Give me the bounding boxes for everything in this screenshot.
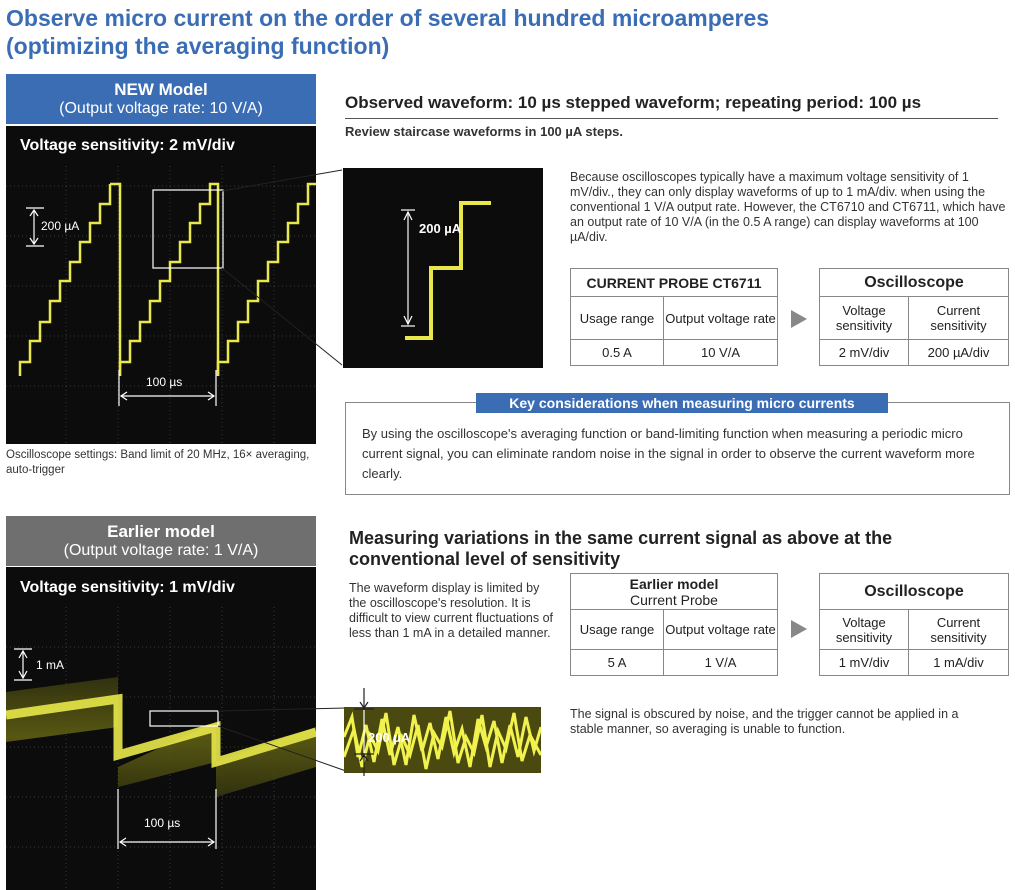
current-sensitivity-header: Current sensitivity [909,297,1009,339]
earlier-oscilloscope-table-title: Oscilloscope [820,574,1009,610]
earlier-probe-table-title [571,574,778,610]
usage-range-value: 0.5 A [571,339,664,365]
new-model-name: NEW Model [114,80,208,99]
measuring-variations-heading: Measuring variations in the same current signal as above at the conventional level of sensitivity [349,528,893,569]
title-line-1: Observe micro current on the order of several hundred microamperes [6,5,770,31]
earlier-usage-range-value: 5 A [571,650,664,676]
noise-note: The signal is obscured by noise, and the trigger cannot be applied in a stable manner, so averaging is unable to function. [570,707,959,736]
earlier-oscilloscope-spec-table [819,573,1009,676]
key-considerations-text: By using the oscilloscope's averaging function or band-limiting function when measuring a periodic micro current signal, you can eliminate random noise in the signal in order to observe the current waveform more clearly. [362,426,975,481]
usage-range-header: Usage range [571,297,664,339]
earlier-output-voltage-rate-header: Output voltage rate [664,610,778,650]
earlier-model-current-label: 1 mA [36,658,65,672]
oscilloscope-spec-table [819,268,1009,366]
earlier-zoom-connector [210,705,360,775]
oscilloscope-settings-caption: Oscilloscope settings: Band limit of 20 MHz, 16× averaging, auto-trigger [6,449,310,476]
new-model-time-label: 100 µs [146,375,183,389]
output-voltage-rate-header: Output voltage rate [664,297,778,339]
oscilloscope-table-title: Oscilloscope [820,269,1009,297]
observed-waveform-heading: Observed waveform: 10 µs stepped waveform; repeating period: 100 µs [345,93,922,112]
earlier-probe-spec-table [570,573,778,676]
new-model-zoom-inset [343,168,543,368]
earlier-model-time-label: 100 µs [144,816,181,830]
observed-description: Because oscilloscopes typically have a maximum voltage sensitivity of 1 mV/div., they can only display waveforms of up to 1 mA/div. when using the conventional 1 V/A output rate. However, the CT6710 and CT6711, which have an output rate of 10 V/A (in the 0.5 A range) can display waveforms at 100 µA/div. [570,170,1006,244]
new-model-header [6,74,316,124]
page-title [6,4,1006,60]
earlier-probe-title-sub: Current Probe [630,591,718,608]
key-considerations-label: Key considerations when measuring micro currents [476,393,888,413]
earlier-model-name: Earlier model [107,522,215,541]
earlier-voltage-sensitivity-value: 1 mV/div [820,650,909,676]
earlier-model-voltage-sensitivity: Voltage sensitivity: 1 mV/div [20,579,235,596]
earlier-zoom-label: 200 µA [368,730,411,745]
earlier-usage-range-header: Usage range [571,610,664,650]
voltage-sensitivity-value: 2 mV/div [820,339,909,365]
arrow-right-icon-2 [791,620,807,638]
earlier-current-sensitivity-value: 1 mA/div [909,650,1009,676]
voltage-sensitivity-header: Voltage sensitivity [820,297,909,339]
earlier-model-header [6,516,316,566]
earlier-current-sensitivity-header: Current sensitivity [909,610,1009,650]
arrow-right-icon [791,310,807,328]
current-sensitivity-value: 200 µA/div [909,339,1009,365]
title-line-2: (optimizing the averaging function) [6,33,390,59]
new-model-current-label: 200 µA [41,219,80,233]
heading-rule [345,118,998,119]
output-voltage-rate-value: 10 V/A [664,339,778,365]
earlier-model-subtitle: (Output voltage rate: 1 V/A) [63,542,259,559]
ct6711-table-title: CURRENT PROBE CT6711 [571,269,778,297]
earlier-voltage-sensitivity-header: Voltage sensitivity [820,610,909,650]
earlier-output-voltage-rate-value: 1 V/A [664,650,778,676]
measuring-description: The waveform display is limited by the oscilloscope's resolution. It is difficult to view current fluctuations of less than 1 mA in a detailed manner. [349,581,554,640]
new-zoom-label: 200 µA [419,221,462,236]
earlier-probe-title-main: Earlier model [629,575,719,592]
observed-waveform-subheading: Review staircase waveforms in 100 µA steps. [345,124,623,139]
new-zoom-connector [220,165,350,375]
new-model-subtitle: (Output voltage rate: 10 V/A) [59,100,263,117]
ct6711-spec-table [570,268,778,366]
new-model-voltage-sensitivity: Voltage sensitivity: 2 mV/div [20,137,235,154]
